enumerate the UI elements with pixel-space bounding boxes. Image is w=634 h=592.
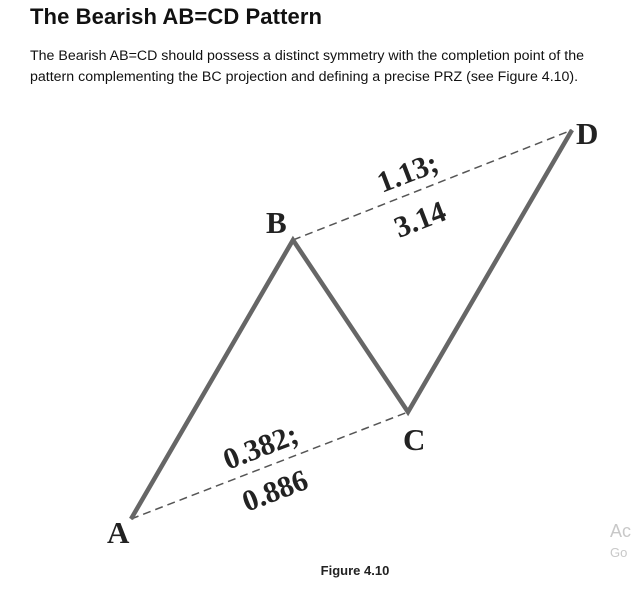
ratio-ac-line-2: 0.886 (237, 463, 313, 519)
paragraph-line-1: The Bearish AB=CD should possess a distinct symmetry with the completion point of the (30, 48, 584, 64)
point-label-d: D (576, 116, 599, 151)
ratio-bd-line-2: 3.14 (389, 194, 451, 245)
ratio-bd-line-1: 1.13; (372, 146, 443, 200)
watermark-line-2: Go (610, 545, 628, 560)
paragraph-line-2: pattern complementing the BC projection and defining a precise PRZ (see Figure 4.10). (30, 69, 579, 85)
ratio-ac-line-1: 0.382; (218, 417, 303, 477)
watermark-line-1: Ac (610, 521, 632, 541)
point-label-b: B (266, 205, 287, 240)
point-label-a: A (107, 515, 130, 550)
figure-caption: Figure 4.10 (320, 563, 390, 578)
pattern-line-abcd (131, 130, 572, 519)
point-label-c: C (403, 422, 426, 457)
page-title: The Bearish AB=CD Pattern (30, 4, 323, 29)
